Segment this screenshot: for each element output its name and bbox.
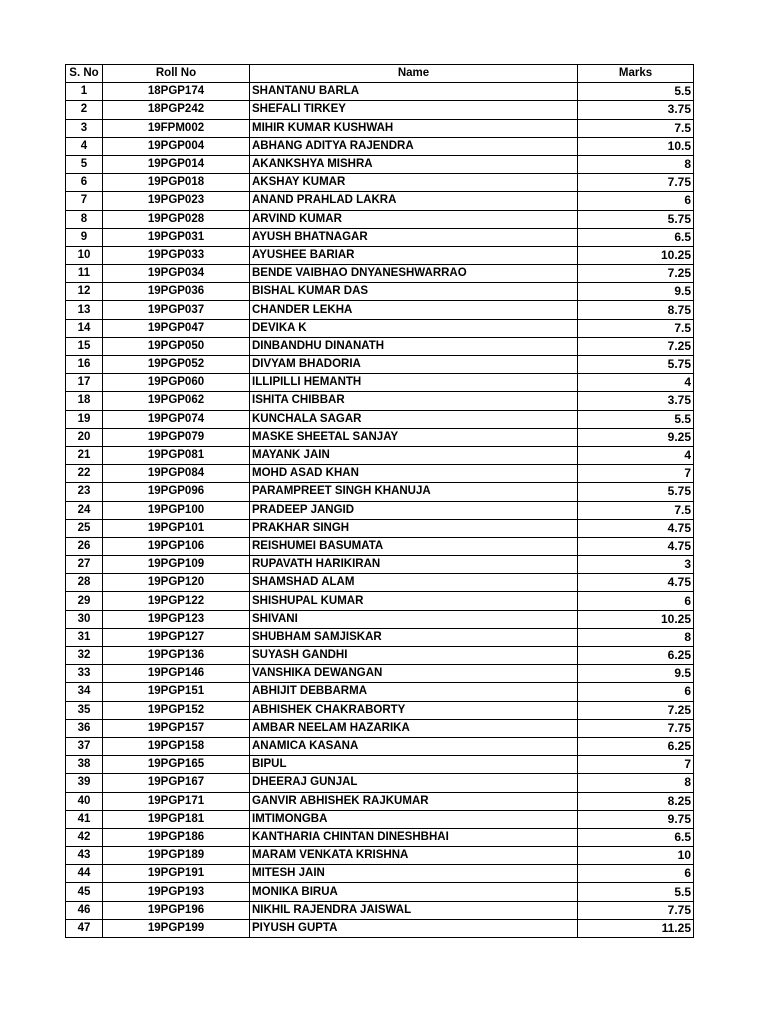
cell-name: ILLIPILLI HEMANTH	[250, 374, 578, 392]
cell-marks: 6.5	[578, 228, 694, 246]
cell-roll-no: 19PGP081	[103, 446, 250, 464]
cell-marks: 8	[578, 155, 694, 173]
table-row	[66, 246, 694, 264]
cell-roll-no: 19FPM002	[103, 119, 250, 137]
table-row	[66, 865, 694, 883]
cell-marks: 3.75	[578, 101, 694, 119]
cell-s-no: 46	[66, 901, 103, 919]
cell-roll-no: 18PGP174	[103, 83, 250, 101]
cell-s-no: 34	[66, 683, 103, 701]
cell-marks: 7.25	[578, 701, 694, 719]
table-row	[66, 537, 694, 555]
table-row	[66, 610, 694, 628]
cell-s-no: 10	[66, 246, 103, 264]
cell-marks: 7.75	[578, 901, 694, 919]
cell-s-no: 23	[66, 483, 103, 501]
table-row	[66, 774, 694, 792]
cell-s-no: 1	[66, 83, 103, 101]
cell-s-no: 21	[66, 446, 103, 464]
cell-marks: 5.75	[578, 483, 694, 501]
cell-name: DEVIKA K	[250, 319, 578, 337]
cell-roll-no: 19PGP023	[103, 192, 250, 210]
cell-marks: 6	[578, 865, 694, 883]
cell-roll-no: 19PGP199	[103, 919, 250, 937]
cell-roll-no: 19PGP004	[103, 137, 250, 155]
table-row	[66, 356, 694, 374]
cell-s-no: 28	[66, 574, 103, 592]
table-row	[66, 556, 694, 574]
cell-s-no: 45	[66, 883, 103, 901]
cell-marks: 8	[578, 774, 694, 792]
cell-name: CHANDER LEKHA	[250, 301, 578, 319]
cell-name: AKSHAY KUMAR	[250, 174, 578, 192]
table-row	[66, 701, 694, 719]
cell-name: DINBANDHU DINANATH	[250, 337, 578, 355]
table-row	[66, 174, 694, 192]
cell-roll-no: 19PGP186	[103, 828, 250, 846]
cell-name: ABHIJIT DEBBARMA	[250, 683, 578, 701]
cell-name: AYUSH BHATNAGAR	[250, 228, 578, 246]
cell-marks: 7.25	[578, 337, 694, 355]
cell-roll-no: 19PGP106	[103, 537, 250, 555]
table-row	[66, 101, 694, 119]
table-row	[66, 683, 694, 701]
cell-roll-no: 19PGP079	[103, 428, 250, 446]
cell-marks: 3	[578, 556, 694, 574]
table-row	[66, 283, 694, 301]
cell-marks: 5.5	[578, 883, 694, 901]
cell-name: NIKHIL RAJENDRA JAISWAL	[250, 901, 578, 919]
table-row	[66, 810, 694, 828]
cell-roll-no: 19PGP157	[103, 719, 250, 737]
cell-s-no: 32	[66, 647, 103, 665]
cell-marks: 6.5	[578, 828, 694, 846]
cell-roll-no: 19PGP152	[103, 701, 250, 719]
cell-name: DIVYAM BHADORIA	[250, 356, 578, 374]
table-row	[66, 337, 694, 355]
cell-roll-no: 19PGP109	[103, 556, 250, 574]
cell-name: KUNCHALA SAGAR	[250, 410, 578, 428]
cell-marks: 5.5	[578, 83, 694, 101]
header-marks: Marks	[578, 65, 694, 83]
cell-roll-no: 19PGP047	[103, 319, 250, 337]
cell-marks: 8.25	[578, 792, 694, 810]
cell-s-no: 37	[66, 737, 103, 755]
cell-name: ISHITA CHIBBAR	[250, 392, 578, 410]
cell-name: VANSHIKA DEWANGAN	[250, 665, 578, 683]
cell-s-no: 35	[66, 701, 103, 719]
cell-s-no: 30	[66, 610, 103, 628]
table-row	[66, 756, 694, 774]
cell-marks: 6	[578, 683, 694, 701]
cell-s-no: 16	[66, 356, 103, 374]
table-row	[66, 137, 694, 155]
cell-s-no: 33	[66, 665, 103, 683]
cell-marks: 6	[578, 192, 694, 210]
table-row	[66, 901, 694, 919]
cell-s-no: 9	[66, 228, 103, 246]
cell-roll-no: 19PGP050	[103, 337, 250, 355]
cell-s-no: 27	[66, 556, 103, 574]
cell-s-no: 26	[66, 537, 103, 555]
cell-marks: 4	[578, 374, 694, 392]
cell-name: ABHANG ADITYA RAJENDRA	[250, 137, 578, 155]
cell-s-no: 4	[66, 137, 103, 155]
table-row	[66, 392, 694, 410]
cell-marks: 7.5	[578, 119, 694, 137]
cell-marks: 10.5	[578, 137, 694, 155]
cell-roll-no: 19PGP123	[103, 610, 250, 628]
table-row	[66, 465, 694, 483]
cell-marks: 5.75	[578, 356, 694, 374]
cell-name: PRADEEP JANGID	[250, 501, 578, 519]
cell-name: ABHISHEK CHAKRABORTY	[250, 701, 578, 719]
cell-marks: 10	[578, 847, 694, 865]
cell-name: SHUBHAM SAMJISKAR	[250, 628, 578, 646]
cell-s-no: 18	[66, 392, 103, 410]
cell-s-no: 29	[66, 592, 103, 610]
cell-marks: 11.25	[578, 919, 694, 937]
table-row	[66, 483, 694, 501]
cell-name: IMTIMONGBA	[250, 810, 578, 828]
cell-name: ARVIND KUMAR	[250, 210, 578, 228]
table-row	[66, 83, 694, 101]
cell-marks: 7.5	[578, 319, 694, 337]
cell-s-no: 8	[66, 210, 103, 228]
cell-s-no: 40	[66, 792, 103, 810]
table-row	[66, 119, 694, 137]
cell-roll-no: 19PGP018	[103, 174, 250, 192]
cell-marks: 6	[578, 592, 694, 610]
table-row	[66, 519, 694, 537]
cell-roll-no: 19PGP189	[103, 847, 250, 865]
cell-name: SHANTANU BARLA	[250, 83, 578, 101]
cell-roll-no: 19PGP031	[103, 228, 250, 246]
cell-s-no: 3	[66, 119, 103, 137]
cell-name: DHEERAJ GUNJAL	[250, 774, 578, 792]
cell-marks: 7.75	[578, 719, 694, 737]
cell-marks: 8.75	[578, 301, 694, 319]
cell-roll-no: 19PGP062	[103, 392, 250, 410]
cell-s-no: 42	[66, 828, 103, 846]
cell-name: ANAND PRAHLAD LAKRA	[250, 192, 578, 210]
cell-marks: 5.5	[578, 410, 694, 428]
cell-s-no: 41	[66, 810, 103, 828]
cell-marks: 9.5	[578, 665, 694, 683]
cell-s-no: 6	[66, 174, 103, 192]
cell-marks: 9.75	[578, 810, 694, 828]
header-row	[66, 65, 694, 83]
cell-s-no: 36	[66, 719, 103, 737]
table-row	[66, 501, 694, 519]
cell-name: PIYUSH GUPTA	[250, 919, 578, 937]
table-row	[66, 319, 694, 337]
table-row	[66, 647, 694, 665]
cell-roll-no: 19PGP074	[103, 410, 250, 428]
table-row	[66, 847, 694, 865]
cell-roll-no: 19PGP037	[103, 301, 250, 319]
cell-s-no: 44	[66, 865, 103, 883]
cell-roll-no: 19PGP196	[103, 901, 250, 919]
cell-name: KANTHARIA CHINTAN DINESHBHAI	[250, 828, 578, 846]
table-row	[66, 574, 694, 592]
cell-roll-no: 19PGP146	[103, 665, 250, 683]
cell-roll-no: 19PGP101	[103, 519, 250, 537]
cell-s-no: 31	[66, 628, 103, 646]
cell-name: SHEFALI TIRKEY	[250, 101, 578, 119]
cell-s-no: 39	[66, 774, 103, 792]
cell-roll-no: 19PGP033	[103, 246, 250, 264]
cell-s-no: 17	[66, 374, 103, 392]
cell-roll-no: 18PGP242	[103, 101, 250, 119]
cell-roll-no: 19PGP151	[103, 683, 250, 701]
table-row	[66, 883, 694, 901]
cell-s-no: 47	[66, 919, 103, 937]
table-row	[66, 301, 694, 319]
cell-marks: 7	[578, 756, 694, 774]
cell-roll-no: 19PGP136	[103, 647, 250, 665]
cell-s-no: 7	[66, 192, 103, 210]
cell-name: SHAMSHAD ALAM	[250, 574, 578, 592]
cell-name: BIPUL	[250, 756, 578, 774]
table-row	[66, 792, 694, 810]
cell-s-no: 24	[66, 501, 103, 519]
cell-marks: 7.5	[578, 501, 694, 519]
cell-roll-no: 19PGP052	[103, 356, 250, 374]
cell-roll-no: 19PGP014	[103, 155, 250, 173]
cell-s-no: 5	[66, 155, 103, 173]
cell-name: MASKE SHEETAL SANJAY	[250, 428, 578, 446]
cell-s-no: 43	[66, 847, 103, 865]
cell-s-no: 14	[66, 319, 103, 337]
cell-s-no: 25	[66, 519, 103, 537]
cell-marks: 7.25	[578, 265, 694, 283]
cell-s-no: 20	[66, 428, 103, 446]
header-roll-no: Roll No	[103, 65, 250, 83]
cell-name: BENDE VAIBHAO DNYANESHWARRAO	[250, 265, 578, 283]
cell-name: MOHD ASAD KHAN	[250, 465, 578, 483]
cell-name: MITESH JAIN	[250, 865, 578, 883]
cell-name: SHISHUPAL KUMAR	[250, 592, 578, 610]
cell-name: SHIVANI	[250, 610, 578, 628]
cell-name: MONIKA BIRUA	[250, 883, 578, 901]
table-row	[66, 719, 694, 737]
table-row	[66, 210, 694, 228]
cell-roll-no: 19PGP100	[103, 501, 250, 519]
table-row	[66, 410, 694, 428]
cell-name: AMBAR NEELAM HAZARIKA	[250, 719, 578, 737]
cell-marks: 6.25	[578, 737, 694, 755]
cell-marks: 6.25	[578, 647, 694, 665]
cell-name: MAYANK JAIN	[250, 446, 578, 464]
cell-name: PARAMPREET SINGH KHANUJA	[250, 483, 578, 501]
cell-marks: 5.75	[578, 210, 694, 228]
cell-roll-no: 19PGP181	[103, 810, 250, 828]
cell-name: GANVIR ABHISHEK RAJKUMAR	[250, 792, 578, 810]
cell-marks: 8	[578, 628, 694, 646]
table-row	[66, 628, 694, 646]
cell-s-no: 15	[66, 337, 103, 355]
cell-name: REISHUMEI BASUMATA	[250, 537, 578, 555]
cell-roll-no: 19PGP120	[103, 574, 250, 592]
cell-name: AYUSHEE BARIAR	[250, 246, 578, 264]
table-row	[66, 919, 694, 937]
cell-roll-no: 19PGP028	[103, 210, 250, 228]
table-row	[66, 446, 694, 464]
table-row	[66, 665, 694, 683]
cell-name: BISHAL KUMAR DAS	[250, 283, 578, 301]
cell-marks: 7.75	[578, 174, 694, 192]
cell-name: RUPAVATH HARIKIRAN	[250, 556, 578, 574]
table-row	[66, 828, 694, 846]
table-row	[66, 428, 694, 446]
cell-marks: 4.75	[578, 574, 694, 592]
cell-roll-no: 19PGP171	[103, 792, 250, 810]
cell-s-no: 11	[66, 265, 103, 283]
table-row	[66, 192, 694, 210]
cell-roll-no: 19PGP036	[103, 283, 250, 301]
cell-marks: 4	[578, 446, 694, 464]
cell-marks: 4.75	[578, 519, 694, 537]
cell-roll-no: 19PGP034	[103, 265, 250, 283]
cell-name: MARAM VENKATA KRISHNA	[250, 847, 578, 865]
header-s-no: S. No	[66, 65, 103, 83]
cell-s-no: 38	[66, 756, 103, 774]
cell-roll-no: 19PGP167	[103, 774, 250, 792]
table-row	[66, 155, 694, 173]
table-row	[66, 265, 694, 283]
table-row	[66, 374, 694, 392]
cell-s-no: 13	[66, 301, 103, 319]
cell-marks: 10.25	[578, 246, 694, 264]
cell-s-no: 12	[66, 283, 103, 301]
cell-marks: 9.5	[578, 283, 694, 301]
cell-marks: 7	[578, 465, 694, 483]
cell-roll-no: 19PGP096	[103, 483, 250, 501]
table-row	[66, 737, 694, 755]
cell-roll-no: 19PGP060	[103, 374, 250, 392]
table-header	[66, 65, 694, 83]
cell-marks: 4.75	[578, 537, 694, 555]
cell-s-no: 19	[66, 410, 103, 428]
cell-name: AKANKSHYA MISHRA	[250, 155, 578, 173]
cell-name: ANAMICA KASANA	[250, 737, 578, 755]
cell-roll-no: 19PGP193	[103, 883, 250, 901]
cell-s-no: 22	[66, 465, 103, 483]
cell-name: SUYASH GANDHI	[250, 647, 578, 665]
marks-table	[65, 64, 694, 938]
cell-roll-no: 19PGP165	[103, 756, 250, 774]
cell-marks: 9.25	[578, 428, 694, 446]
cell-s-no: 2	[66, 101, 103, 119]
cell-roll-no: 19PGP122	[103, 592, 250, 610]
cell-roll-no: 19PGP158	[103, 737, 250, 755]
table-body	[66, 83, 694, 938]
table-row	[66, 592, 694, 610]
header-name: Name	[250, 65, 578, 83]
cell-name: PRAKHAR SINGH	[250, 519, 578, 537]
cell-roll-no: 19PGP127	[103, 628, 250, 646]
cell-name: MIHIR KUMAR KUSHWAH	[250, 119, 578, 137]
cell-marks: 3.75	[578, 392, 694, 410]
cell-roll-no: 19PGP084	[103, 465, 250, 483]
table-row	[66, 228, 694, 246]
cell-marks: 10.25	[578, 610, 694, 628]
cell-roll-no: 19PGP191	[103, 865, 250, 883]
